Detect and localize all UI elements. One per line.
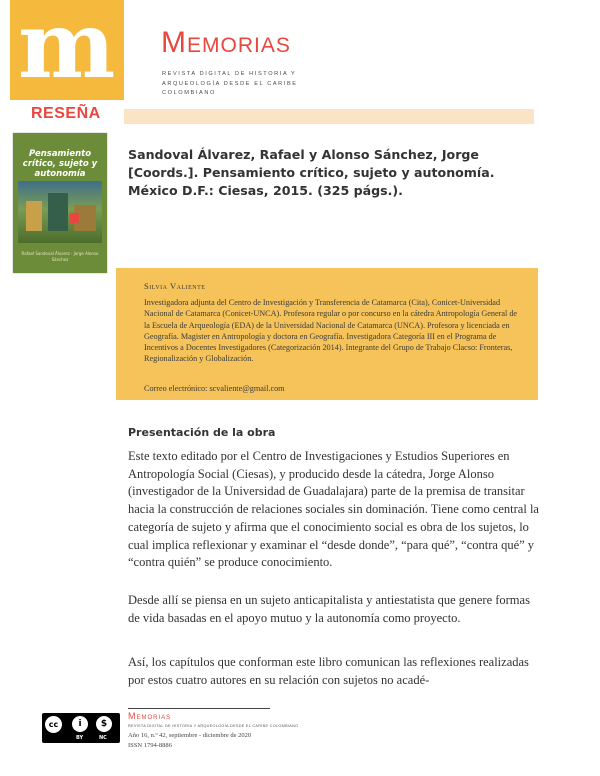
header-rule [124,109,534,124]
cover-title: Pensamiento crítico, sujeto y autonomía [22,149,98,179]
cover-illustration [18,181,102,243]
journal-logo [10,0,124,100]
license-by-label: BY [76,735,84,741]
citation-line-2: [Coords.]. Pensamiento crítico, sujeto y autonomía. [128,165,495,180]
citation-line-3: México D.F.: Ciesas, 2015. (325 págs.). [128,183,403,198]
paragraph-2: Desde allí se piensa en un sujeto anticapitalista y antiestatista que genere formas de vida basadas en el apoyo mutuo y la autonomía como proyecto. [128,593,530,625]
attribution-icon: i [72,716,88,732]
book-citation [128,146,528,200]
paragraph-3: Así, los capítulos que conforman este libro comunican las reflexiones realizadas por estos cuatro autores en su relación con sujetos no acadé- [128,655,529,687]
journal-title: Memorias [161,26,291,59]
book-cover [13,133,107,273]
license-nc-label: NC [99,735,107,741]
journal-tagline: REVISTA DIGITAL DE HISTORIA Y ARQUEOLOGÍA DESDE EL CARIBE COLOMBIANO [162,71,298,96]
footer-tagline: REVISTA DIGITAL DE HISTORIA Y ARQUEOLOGÍA DESDE EL CARIBE COLOMBIANO [128,724,299,728]
noncommercial-icon: $ [96,716,112,732]
cc-license-badge[interactable] [42,713,120,743]
paragraph-1: Este texto editado por el Centro de Investigaciones y Estudios Superiores en Antropología Social (Ciesas), y producido desde la cátedra, Jorge Alonso (investigador de la Universidad de Guadalajara) parte de la premisa de transitar hacia la construcción de relaciones sociales sin dominación. Tiene como central la categoría de sujeto y afirma que el conocimiento social es obra de los sujetos, lo cual implica reflexionar y examinar el “desde donde”, “para qué”, “contra qué” y “contra quién” se produce conocimiento. [128,449,539,570]
author-email[interactable]: Correo electrónico: scvaliente@gmail.com [144,384,285,393]
creative-commons-icon: cc [45,716,62,733]
cover-authors: Rafael Sandoval Álvarez · Jorge Alonso Sánchez [21,251,99,262]
footer-issue: Año 16, n.º 42, septiembre - diciembre de 2020 [128,732,252,739]
section-label: RESEÑA [31,105,101,122]
author-bio: Investigadora adjunta del Centro de Investigación y Transferencia de Catamarca (Cita), Conicet-Universidad Nacional de Catamarca (Conicet-UNCA). Profesora regular o por concurso en la cátedra Antropología General de la Escuela de Arqueología (EDA) de la Universidad Nacional de Catamarca (UNCA). Profesora y licenciada en Geografía. Magister en Antropología y doctora en Geografía. Investigadora Categoría III en el Programa de Incentivos a Docentes Investigadores (Categorización 2014). Integrante del Grupo de Trabajo Clacso: Fronteras, Regionalización y Globalización. [144,298,518,364]
logo-letter: m [18,0,114,99]
author-name: Silvia Valiente [144,281,206,291]
author-info-box [116,268,538,400]
footer-rule [128,708,270,709]
section-heading: Presentación de la obra [128,426,276,439]
footer-journal-title: Memorias [128,711,172,721]
footer-issn: ISSN 1794-8886 [128,742,172,749]
cover-logo-icon [69,213,79,223]
citation-line-1: Sandoval Álvarez, Rafael y Alonso Sánchez, Jorge [128,147,479,162]
